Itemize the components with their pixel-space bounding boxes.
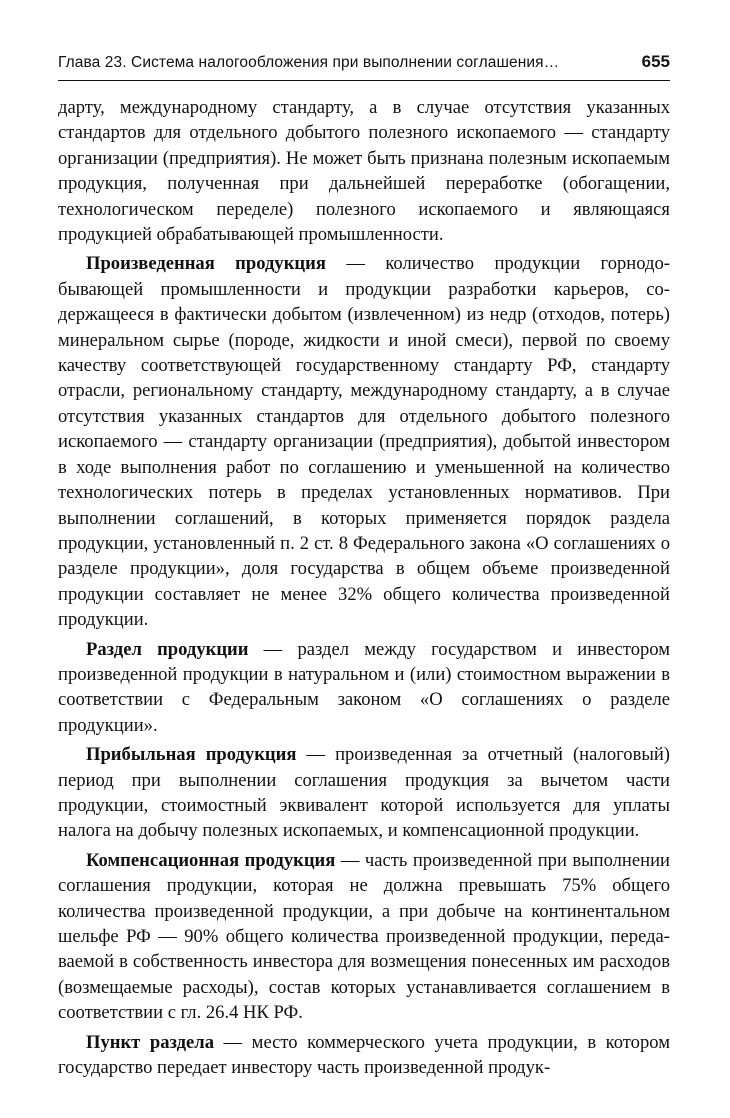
paragraph-text: — раздел между государством и инвестором произведенной продукции в натуральном и (или) стоимостном выражении в соответствии с Федеральным законом «О соглашениях о разделе продукции».: [58, 638, 670, 736]
defined-term: Пункт раздела: [86, 1031, 215, 1053]
paragraph-definition: [58, 637, 670, 739]
defined-term: Компенсационная продукция: [86, 849, 336, 871]
paragraph-definition: [58, 1030, 670, 1081]
running-header: [58, 52, 670, 81]
paragraph-definition: [58, 742, 670, 844]
paragraph-text: дарту, международному стандарту, а в случае отсутствия указанных стандартов для отдельного добытого полезного ископаемого — стандарту организации (предприятия). Не может быть признана полезным ископаемым продукция, полученная при дальнейшей переработке (обогащении, технологическом переделе) полезного ископаемого и являющаяся продукцией обрабатывающей промышленности.: [58, 97, 670, 246]
paragraph-text: — место коммерческого учета продукции, в котором государство передает инвестору часть произведенной продук-: [58, 1031, 670, 1079]
paragraph-text: — количество продукции горнодобывающей промышленности и продукции разработки карьеров, содержащееся в фактически добытом (извлеченном) из недр (отходов, потерь) минеральном сырье (породе, жидкости и иной смеси), первой по своему качеству соответствующей государственному стандарту РФ, стандарту отрасли, региональному стандарту, международному стандарту, а в случае отсутствия указанных стандартов для отдельного добытого полезного ископаемого — стандарту организации (предприятия), добытой инвестором в ходе выполнения работ по соглашению и уменьшенной на количество технологических потерь в пределах установленных нормативов. При выполнении соглашений, в которых применяется порядок раздела продукции, установленный п. 2 ст. 8 Федерального закона «О соглашениях о разделе продукции», доля государства в общем объеме произведенной продукции составляет не менее 32% общего количества произведенной продукции.: [58, 253, 670, 631]
page-number: 655: [641, 52, 670, 71]
defined-term: Прибыльная продукция: [86, 744, 297, 766]
defined-term: Раздел продукции: [86, 638, 249, 660]
paragraph-text: — произведенная за отчетный (налоговый) период при выполнении соглашения продукция за вычетом части продукции, стоимостный эквивалент которой используется для уплаты налога на добычу полезных ископаемых, и компенсационной продукции.: [58, 744, 671, 842]
paragraph-text: — часть произведенной при выполнении соглашения продукции, которая не должна превышать 75% общего количества произведенной продукции, а при добыче на континентальном шельфе РФ — 90% общего количества произведенной продукции, передаваемой в собственность инвестора для возмещения понесенных им расходов (возмещаемые расходы), состав которых устанавливается соглашением в соответствии с гл. 26.4 НК РФ.: [58, 849, 670, 1024]
defined-term: Произведенная продукция: [86, 253, 326, 275]
paragraph-definition: [58, 848, 670, 1026]
book-page: [58, 52, 670, 1080]
paragraph-continuation: [58, 95, 670, 247]
chapter-title: Глава 23. Система налогообложения при выполнении соглашения…: [58, 54, 560, 71]
paragraph-definition: [58, 251, 670, 632]
body-text: [58, 95, 670, 1080]
